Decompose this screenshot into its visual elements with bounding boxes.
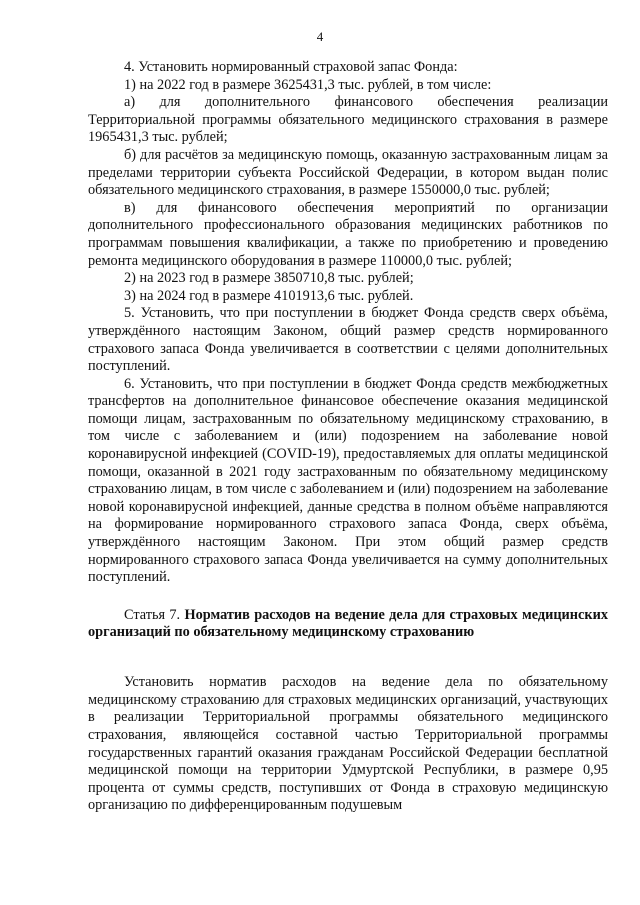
paragraph-6: 6. Установить, что при поступлении в бюджет Фонда средств межбюджетных трансфертов на дополнительное финансовое обеспечение оказания медицинской помощи лицам, застрахованным по обязательному медицинскому страхованию, в том числе с заболеванием и (или) подозрением на заболевание новой коронавирусной инфекцией (COVID-19), предоставляемых для оплаты медицинской помощи, оказанной в 2021 году застрахованным по обязательному медицинскому страхованию лицам, в том числе с заболеванием и (или) подозрением на заболевание новой коронавирусной инфекцией, данные средства в полном объёме направляются на формирование нормированного страхового запаса Фонда, сверх объёма, утверждённого настоящим Законом. При этом общий размер средств нормированного страхового запаса Фонда увеличивается на сумму дополнительных поступлений. [88, 375, 608, 586]
paragraph-4-1-v: в) для финансового обеспечения мероприятий по организации дополнительного профессионального образования медицинских работников по программам повышения квалификации, а также по приобретению и проведению ремонта медицинского оборудования в размере 110000,0 тыс. рублей; [88, 199, 608, 269]
article-7-heading [88, 607, 608, 642]
article-7-paragraph: Установить норматив расходов на ведение дела по обязательному медицинскому страхованию для страховых медицинских организаций, участвующих в реализации Территориальной программы обязательного медицинского страхования, являющейся составной частью Территориальной программы государственных гарантий оказания гражданам Российской Федерации бесплатной медицинской помощи на территории Удмуртской Республики, в размере 0,95 процента от суммы средств, поступивших от Фонда в страховую медицинскую организацию по дифференцированным подушевым [88, 674, 608, 814]
article-title: Норматив расходов на ведение дела для страховых медицинских организаций по обязательному медицинскому страхованию [88, 606, 608, 641]
paragraph-4-1-a: а) для дополнительного финансового обеспечения реализации Территориальной программы обязательного медицинского страхования в размере 1965431,3 тыс. рублей; [88, 94, 608, 146]
page-number: 4 [316, 29, 324, 44]
paragraph-4-2: 2) на 2023 год в размере 3850710,8 тыс. рублей; [124, 270, 414, 287]
paragraph-5: 5. Установить, что при поступлении в бюджет Фонда средств сверх объёма, утверждённого настоящим Законом, общий размер средств нормированного страхового запаса Фонда увеличивается в соответствии с целями дополнительных поступлений. [88, 305, 608, 375]
document-body [88, 59, 608, 815]
paragraph-4: 4. Установить нормированный страховой запас Фонда: [124, 59, 458, 75]
paragraph-4-3: 3) на 2024 год в размере 4101913,6 тыс. рублей. [124, 287, 414, 304]
paragraph-4-1-b: б) для расчётов за медицинскую помощь, оказанную застрахованным лицам за пределами территории субъекта Российской Федерации, в котором выдан полис обязательного медицинского страхования, в размере 1550000,0 тыс. рублей; [88, 146, 608, 199]
paragraph-4-1: 1) на 2022 год в размере 3625431,3 тыс. рублей, в том числе: [124, 76, 492, 93]
spacer [88, 656, 608, 674]
article-label: Статья 7. [124, 606, 181, 623]
